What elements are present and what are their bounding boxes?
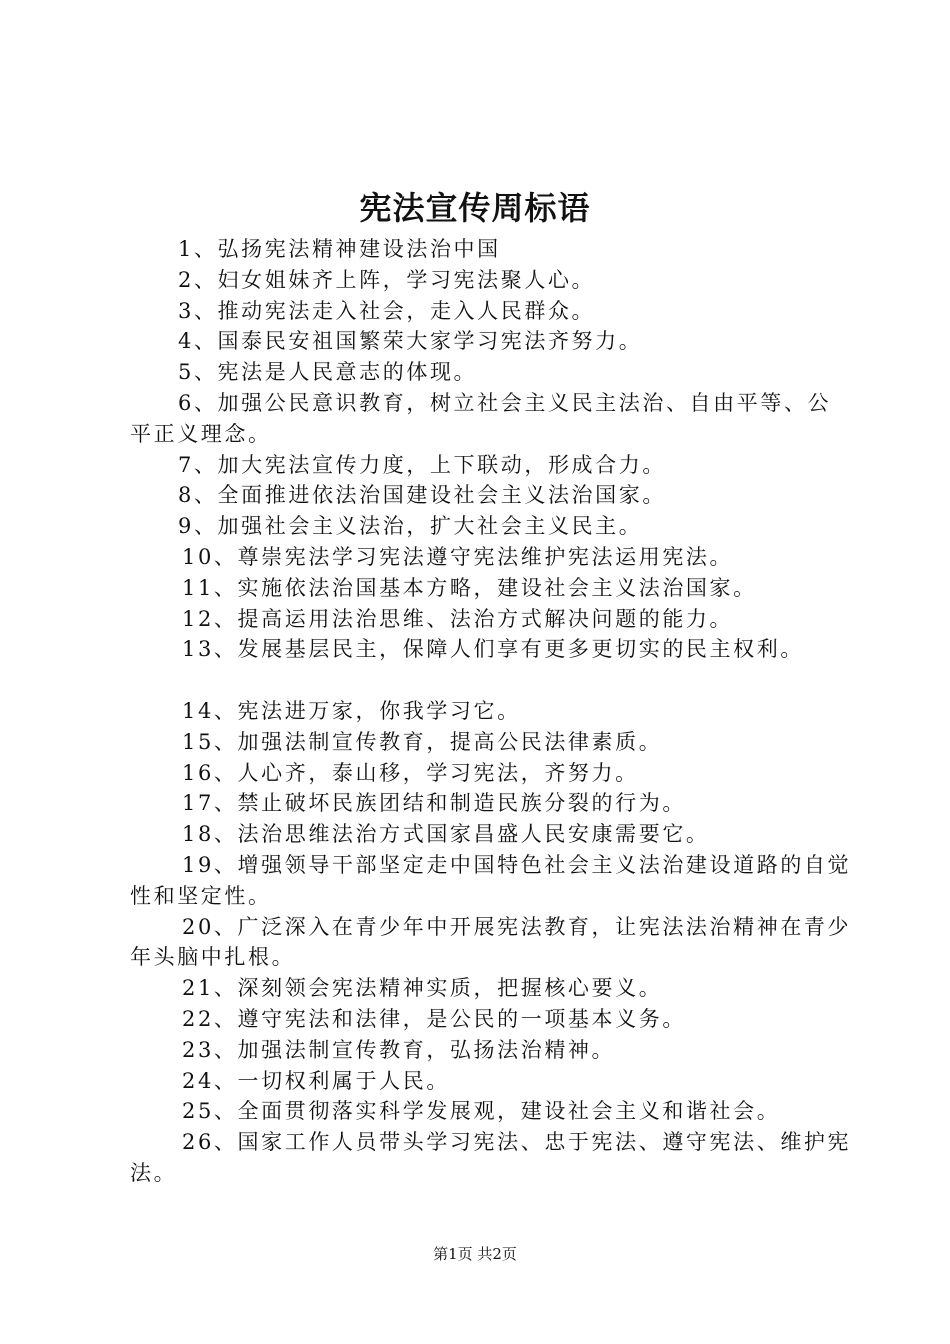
slogan-item-1: 1、弘扬宪法精神建设法治中国 (178, 237, 501, 261)
slogan-item-3: 3、推动宪法走入社会，走入人民群众。 (178, 298, 596, 323)
slogan-item-22: 22、遵守宪法和法律，是公民的一项基本义务。 (182, 1006, 686, 1031)
slogan-item-21: 21、深刻领会宪法精神实质，把握核心要义。 (182, 976, 663, 1001)
slogan-item-7: 7、加大宪法宣传力度，上下联动，形成合力。 (178, 452, 666, 477)
slogan-item-24: 24、一切权利属于人民。 (182, 1068, 450, 1093)
slogan-list (130, 234, 852, 1189)
slogan-item-26: 26、国家工作人员带头学习宪法、忠于宪法、遵守宪法、维护宪法。 (130, 1130, 852, 1185)
document-title: 宪法宣传周标语 (359, 189, 591, 227)
page-footer: 第1页 共2页 (433, 1245, 517, 1263)
slogan-item-20: 20、广泛深入在青少年中开展宪法教育，让宪法法治精神在青少年头脑中扎根。 (130, 914, 852, 970)
slogan-item-9: 9、加强社会主义法治，扩大社会主义民主。 (178, 514, 643, 539)
slogan-item-5: 5、宪法是人民意志的体现。 (178, 360, 478, 385)
slogan-item-6: 6、加强公民意识教育，树立社会主义民主法治、自由平等、公平正义理念。 (130, 390, 832, 446)
slogan-item-23: 23、加强法制宣传教育，弘扬法治精神。 (182, 1037, 616, 1062)
slogan-item-13: 13、发展基层民主，保障人们享有更多更切实的民主权利。 (182, 637, 804, 662)
slogan-item-17: 17、禁止破坏民族团结和制造民族分裂的行为。 (182, 791, 686, 816)
slogan-item-4: 4、国泰民安祖国繁荣大家学习宪法齐努力。 (178, 329, 643, 354)
slogan-item-11: 11、实施依法治国基本方略，建设社会主义法治国家。 (182, 575, 757, 600)
slogan-item-15: 15、加强法制宣传教育，提高公民法律素质。 (182, 729, 663, 754)
slogan-item-8: 8、全面推进依法治国建设社会主义法治国家。 (178, 483, 666, 508)
slogan-item-19: 19、增强领导干部坚定走中国特色社会主义法治建设道路的自觉性和坚定性。 (130, 852, 852, 908)
slogan-item-12: 12、提高运用法治思维、法治方式解决问题的能力。 (182, 606, 734, 631)
slogan-item-18: 18、法治思维法治方式国家昌盛人民安康需要它。 (182, 822, 710, 847)
slogan-item-25: 25、全面贯彻落实科学发展观，建设社会主义和谐社会。 (182, 1099, 781, 1124)
blank-line (130, 665, 852, 696)
slogan-item-2: 2、妇女姐妹齐上阵，学习宪法聚人心。 (178, 267, 596, 292)
slogan-item-16: 16、人心齐，泰山移，学习宪法，齐努力。 (182, 760, 639, 785)
slogan-item-10: 10、尊崇宪法学习宪法遵守宪法维护宪法运用宪法。 (182, 544, 734, 569)
slogan-item-14: 14、宪法进万家，你我学习它。 (182, 698, 521, 723)
